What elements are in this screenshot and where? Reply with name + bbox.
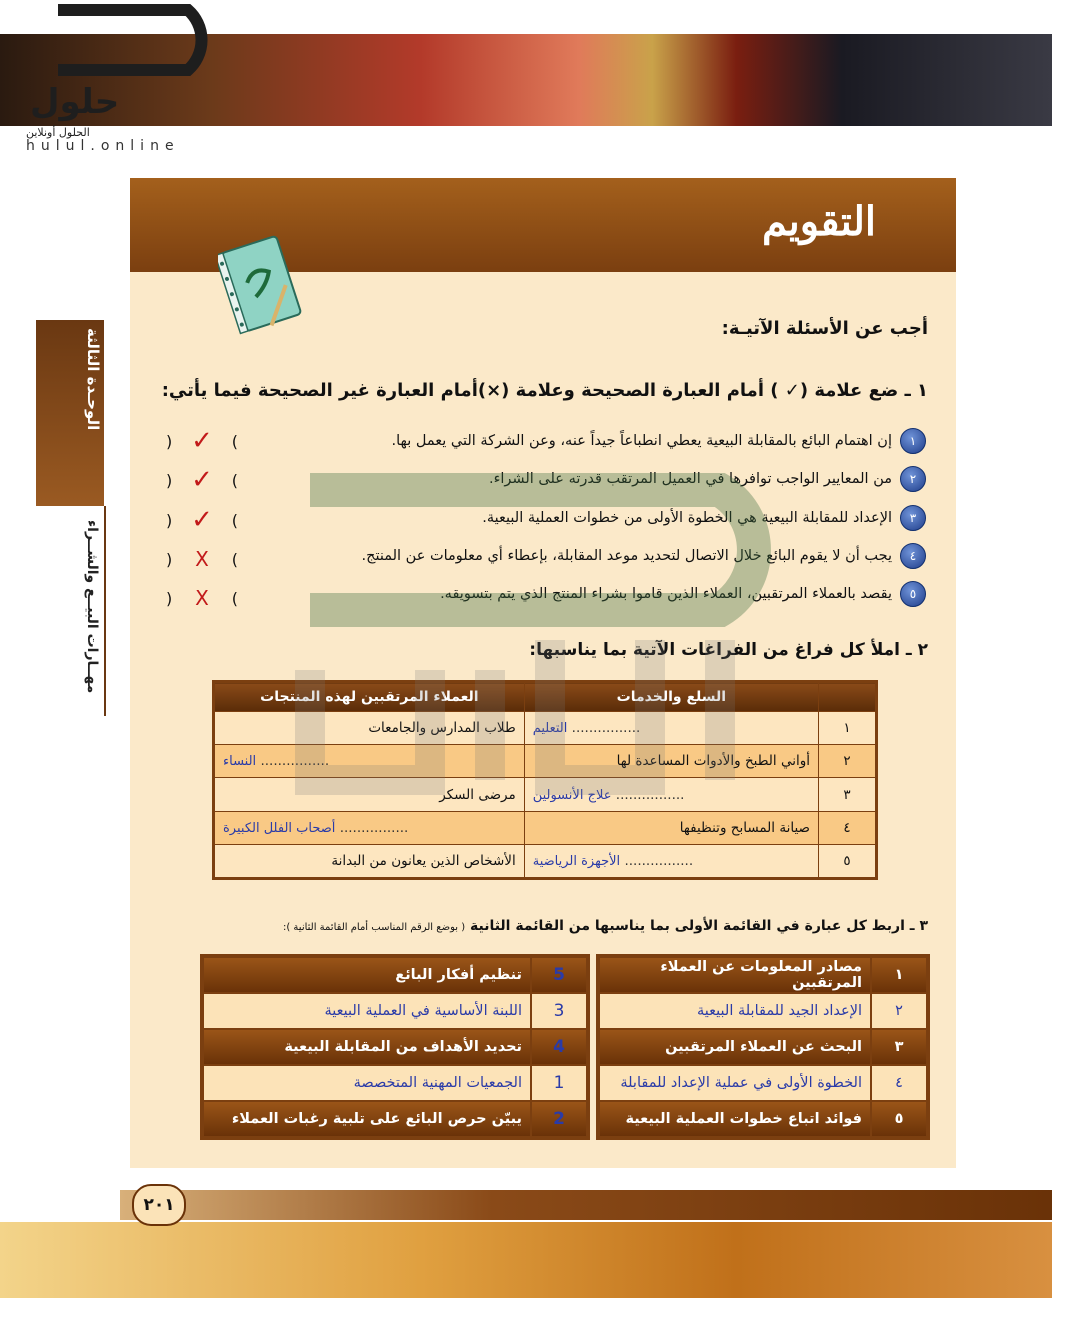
- list-item: [599, 1029, 927, 1065]
- logo-text: حلول: [30, 82, 120, 122]
- list-item: [203, 1101, 587, 1137]
- item-number: ٣: [871, 1029, 927, 1065]
- logo-subtitle: الحلول أونلاين: [26, 126, 90, 139]
- item-number: ١: [871, 957, 927, 993]
- blank-dots: ................: [260, 753, 330, 770]
- list-item: [599, 1101, 927, 1137]
- blank-dots: ................: [624, 852, 694, 869]
- item-number: ٢: [871, 993, 927, 1029]
- statement-text: من المعايير الواجب توافرها في العميل المرتقب قدرته على الشراء.: [488, 471, 892, 487]
- list-item: [203, 957, 587, 993]
- item-text: الخطوة الأولى في عملية الإعداد للمقابلة: [599, 1065, 871, 1101]
- logo-url: hulul.online: [26, 138, 180, 154]
- goods-cell: أواني الطبخ والأدوات المساعدة لها: [524, 745, 818, 778]
- item-text: يبيّن حرص البائع على تلبية رغبات العملاء: [203, 1101, 531, 1137]
- filled-answer: أصحاب الفلل الكبيرة: [223, 820, 336, 836]
- filled-answer: علاج الأنسولين: [532, 787, 612, 803]
- item-text: الإعداد الجيد للمقابلة البيعية: [599, 993, 871, 1029]
- table-row: [215, 778, 876, 811]
- list-item: [599, 1065, 927, 1101]
- statement-5: [440, 580, 926, 608]
- row-index: ١: [819, 712, 876, 745]
- paren-close: ): [166, 431, 173, 451]
- answer-slot-3[interactable]: [166, 506, 238, 534]
- notebook-icon: [218, 228, 308, 338]
- row-index: ٣: [819, 778, 876, 811]
- answer-number-input[interactable]: 2: [531, 1101, 587, 1137]
- question-3-title: [283, 918, 928, 934]
- statement-text: إن اهتمام البائع بالمقابلة البيعية يعطي انطباعاً جيداً عنه، وعن الشركة التي يعمل بها.: [391, 433, 892, 449]
- goods-cell: صيانة المسابح وتنظيفها: [524, 811, 818, 844]
- matching-list-1: [596, 954, 930, 1140]
- list-item: [203, 1065, 587, 1101]
- answer-number-input[interactable]: 5: [531, 957, 587, 993]
- filled-answer: الأجهزة الرياضية: [532, 853, 621, 869]
- instructions-heading: أجب عن الأسئلة الآتيـة:: [721, 318, 928, 339]
- page-number: ٢٠١: [132, 1184, 186, 1226]
- statement-text: الإعداد للمقابلة البيعية هي الخطوة الأولى من خطوات العملية البيعية.: [482, 510, 892, 526]
- check-mark-icon: ✓: [191, 426, 213, 456]
- item-text: تنظيم أفكار البائع: [203, 957, 531, 993]
- item-text: الجمعيات المهنية المتخصصة: [203, 1065, 531, 1101]
- table-row: [215, 811, 876, 844]
- customers-cell: مرضى السكر: [215, 778, 525, 811]
- goods-cell[interactable]: [524, 778, 818, 811]
- fill-blanks-table: [212, 680, 878, 880]
- table-row: [215, 712, 876, 745]
- row-index: ٤: [819, 811, 876, 844]
- paren-close: ): [166, 510, 173, 530]
- answer-number-input[interactable]: 4: [531, 1029, 587, 1065]
- answer-slot-1[interactable]: [166, 427, 238, 455]
- list-item: [599, 993, 927, 1029]
- statement-number: ٤: [900, 543, 926, 569]
- blank-dots: ................: [571, 720, 641, 737]
- item-text: البحث عن العملاء المرتقبين: [599, 1029, 871, 1065]
- statement-4: [362, 542, 927, 570]
- customers-cell: الأشخاص الذين يعانون من البدانة: [215, 844, 525, 877]
- filled-answer: التعليم: [532, 721, 568, 737]
- statement-1: [392, 427, 926, 455]
- index-header: [819, 683, 876, 712]
- paren-close: ): [166, 588, 173, 608]
- goods-cell[interactable]: [524, 712, 818, 745]
- item-text: فوائد اتباع خطوات العملية البيعية: [599, 1101, 871, 1137]
- check-mark-icon: ✓: [191, 465, 213, 495]
- statement-2: [489, 465, 926, 493]
- answer-slot-2[interactable]: [166, 466, 238, 494]
- item-number: ٤: [871, 1065, 927, 1101]
- cross-mark-icon: X: [195, 547, 209, 571]
- question-3-note: ( بوضع الرقم المناسب أمام القائمة الثانية ):: [282, 922, 466, 933]
- statement-text: يجب أن لا يقوم البائع خلال الاتصال لتحديد موعد المقابلة، بإعطاء أي معلومات عن المنتج.: [361, 548, 892, 564]
- statement-3: [482, 504, 926, 532]
- side-divider: [104, 506, 106, 716]
- answer-number-input[interactable]: 3: [531, 993, 587, 1029]
- answer-number-input[interactable]: 1: [531, 1065, 587, 1101]
- row-index: ٥: [819, 844, 876, 877]
- list-item: [599, 957, 927, 993]
- unit-label: الوحـدة الثالثة: [84, 328, 102, 431]
- blank-dots: ................: [615, 786, 685, 803]
- table-row: [215, 844, 876, 877]
- filled-answer: النساء: [223, 754, 257, 770]
- question-3-text: ٣ ـ اربط كل عبارة في القائمة الأولى بما يناسبها من القائمة الثانية: [469, 918, 928, 934]
- subject-label: مهــارات البيــع والشــراء: [84, 520, 100, 694]
- statement-text: يقصد بالعملاء المرتقبين، العملاء الذين قاموا بشراء المنتج الذي يتم بتسويقه.: [440, 586, 892, 602]
- customers-cell[interactable]: [215, 811, 525, 844]
- footer-bar: [120, 1190, 1052, 1220]
- matching-list-2: [200, 954, 590, 1140]
- table-row: [215, 745, 876, 778]
- statement-number: ٣: [900, 505, 926, 531]
- paren-open: (: [231, 588, 238, 608]
- answer-slot-5[interactable]: [166, 584, 238, 612]
- row-index: ٢: [819, 745, 876, 778]
- customers-cell[interactable]: [215, 745, 525, 778]
- item-text: مصادر المعلومات عن العملاء المرتقبين: [599, 957, 871, 993]
- goods-header: السلع والخدمات: [524, 683, 818, 712]
- statement-number: ٢: [900, 466, 926, 492]
- customers-cell: طلاب المدارس والجامعات: [215, 712, 525, 745]
- blank-dots: ................: [339, 819, 409, 836]
- statement-number: ٥: [900, 581, 926, 607]
- list-item: [203, 993, 587, 1029]
- footer-strip: [0, 1222, 1052, 1298]
- paren-open: (: [231, 470, 238, 490]
- list-item: [203, 1029, 587, 1065]
- paren-open: (: [231, 431, 238, 451]
- statement-number: ١: [900, 428, 926, 454]
- question-2-title: ٢ ـ املأ كل فراغ من الفراغات الآتية بما يناسبها:: [529, 640, 928, 660]
- item-text: اللبنة الأساسية في العملية البيعية: [203, 993, 531, 1029]
- cross-mark-icon: X: [195, 586, 209, 610]
- page-title: التقويم: [761, 198, 876, 245]
- paren-close: ): [166, 470, 173, 490]
- item-number: ٥: [871, 1101, 927, 1137]
- paren-open: (: [231, 549, 238, 569]
- check-mark-icon: ✓: [191, 505, 213, 535]
- customers-header: العملاء المرتقبين لهذه المنتجات: [215, 683, 525, 712]
- paren-open: (: [231, 510, 238, 530]
- item-text: تحديد الأهداف من المقابلة البيعية: [203, 1029, 531, 1065]
- question-1-title: ١ ـ ضع علامة (✓ ) أمام العبارة الصحيحة وعلامة (×)أمام العبارة غير الصحيحة فيما يأتي:: [161, 380, 928, 401]
- paren-close: ): [166, 549, 173, 569]
- goods-cell[interactable]: [524, 844, 818, 877]
- answer-slot-4[interactable]: [166, 545, 238, 573]
